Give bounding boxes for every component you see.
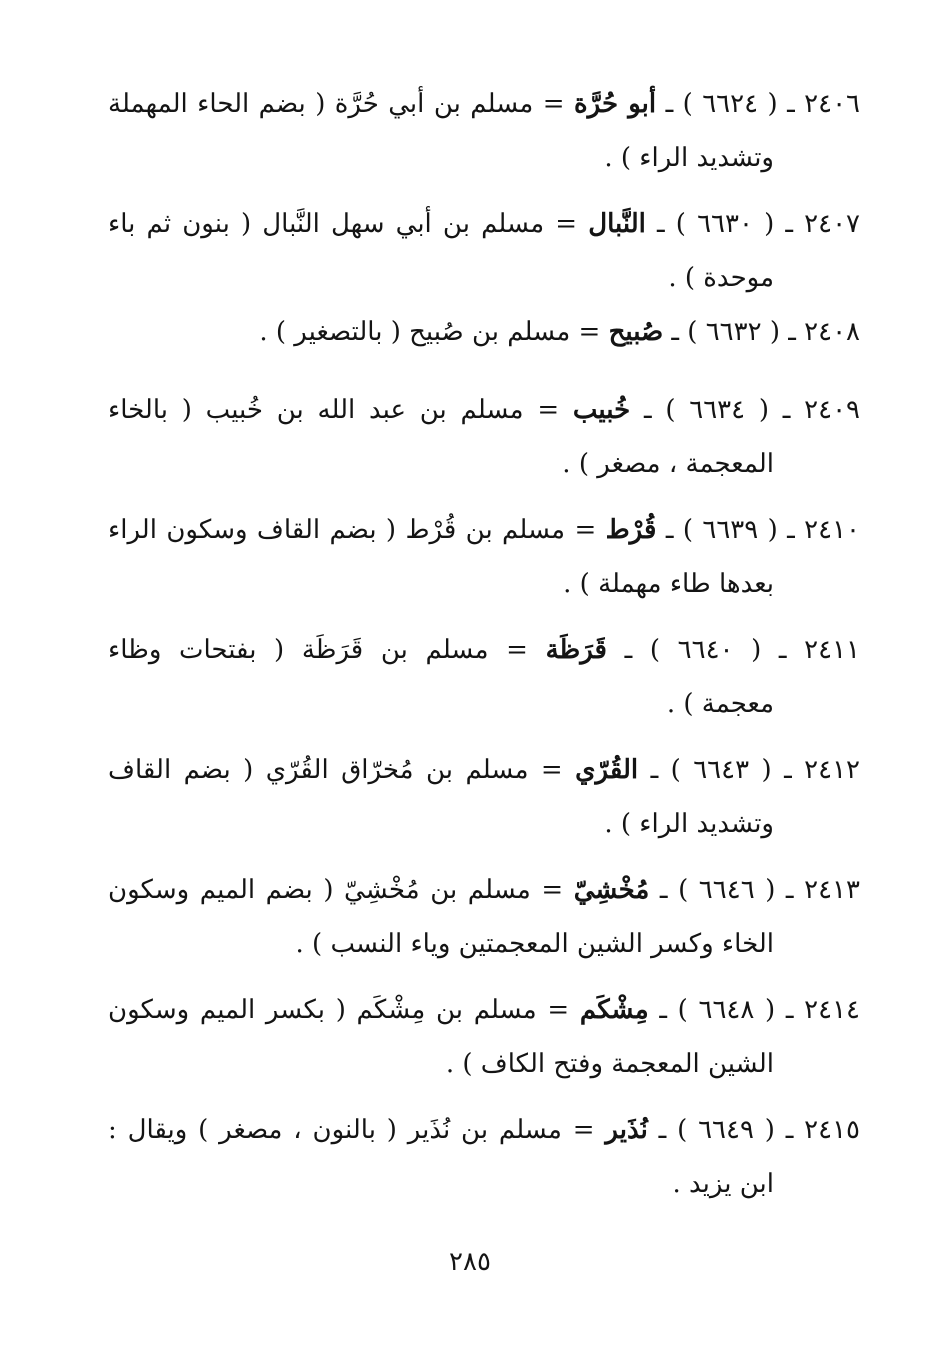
entry-prefix: ٢٤٠٨ ـ ( ٦٦٣٢ ) ـ	[663, 317, 860, 347]
list-item	[108, 504, 860, 624]
entry-prefix: ٢٤١٥ ـ ( ٦٦٤٩ ) ـ	[647, 1115, 861, 1145]
entry-name: مُخْشِيّ	[573, 875, 650, 905]
page-number: ٢٨٥	[449, 1247, 491, 1277]
entry-line-1	[259, 312, 860, 352]
entry-line-1	[108, 390, 860, 430]
entry-line-1	[108, 1110, 860, 1150]
list-item	[108, 864, 860, 984]
entry-prefix: ٢٤٠٦ ـ ( ٦٦٢٤ ) ـ	[656, 89, 861, 119]
entry-text: = مسلم بن أبي سهل النَّبال ( بنون ثم باء	[108, 209, 589, 239]
entry-line-2: وتشديد الراء ) .	[604, 809, 774, 839]
entry-line-2: الشين المعجمة وفتح الكاف ) .	[445, 1049, 774, 1079]
entry-name: نُذَير	[605, 1115, 648, 1145]
list-item	[108, 984, 860, 1104]
entry-text: = مسلم بن نُذَير ( بالنون ، مصغر ) ويقال :	[108, 1115, 606, 1145]
entry-line-1	[108, 204, 860, 244]
entry-prefix: ٢٤٠٧ ـ ( ٦٦٣٠ ) ـ	[645, 209, 860, 239]
entry-prefix: ٢٤١٣ ـ ( ٦٦٤٦ ) ـ	[649, 875, 860, 905]
entry-name: صُبيح	[608, 317, 664, 347]
entry-prefix: ٢٤١٠ ـ ( ٦٦٣٩ ) ـ	[656, 515, 860, 545]
entry-line-1	[108, 750, 860, 790]
entry-text: = مسلم بن قَرَظَة ( بفتحات وظاء	[108, 635, 546, 665]
entry-name: النَّبال	[588, 209, 646, 239]
list-item	[108, 624, 860, 744]
entry-line-1	[108, 510, 860, 550]
entry-text: = مسلم بن أبي حُرَّة ( بضم الحاء المهملة	[108, 89, 574, 119]
entry-name: قُرْط	[605, 515, 657, 545]
entry-name: أبو حُرَّة	[573, 89, 657, 119]
entry-line-1	[108, 84, 860, 124]
entry-text: = مسلم بن مُخْشِيّ ( بضم الميم وسكون	[108, 875, 574, 905]
list-item	[108, 78, 860, 198]
entry-prefix: ٢٤١٢ ـ ( ٦٦٤٣ ) ـ	[638, 755, 860, 785]
entry-prefix: ٢٤١٤ ـ ( ٦٦٤٨ ) ـ	[648, 995, 860, 1025]
list-item	[108, 318, 860, 372]
entry-line-1	[108, 630, 860, 670]
entry-line-2: المعجمة ، مصغر ) .	[562, 449, 774, 479]
list-item	[108, 198, 860, 318]
entry-line-1	[108, 990, 860, 1030]
entry-line-2: موحدة ) .	[668, 263, 774, 293]
entry-text: = مسلم بن قُرْط ( بضم القاف وسكون الراء	[108, 515, 606, 545]
entry-text: = مسلم بن عبد الله بن خُبيب ( بالخاء	[108, 395, 573, 425]
entry-line-1	[108, 870, 860, 910]
entry-line-2: بعدها طاء مهملة ) .	[563, 569, 774, 599]
entry-prefix: ٢٤١١ ـ ( ٦٦٤٠ ) ـ	[607, 635, 860, 665]
entry-text: = مسلم بن صُبيح ( بالتصغير ) .	[259, 317, 609, 347]
entry-name: مِشْكَم	[579, 995, 649, 1025]
entry-line-2: ابن يزيد .	[672, 1169, 774, 1199]
entry-name: القُرّي	[575, 755, 639, 785]
entry-text: = مسلم بن مُخرّاق القُرّي ( بضم القاف	[108, 755, 576, 785]
entry-line-2: الخاء وكسر الشين المعجمتين وياء النسب ) .	[295, 929, 774, 959]
list-item	[108, 744, 860, 864]
list-item	[108, 1104, 860, 1224]
entry-text: = مسلم بن مِشْكَم ( بكسر الميم وسكون	[108, 995, 580, 1025]
entry-line-2: معجمة ) .	[666, 689, 774, 719]
entry-line-2: وتشديد الراء ) .	[604, 143, 774, 173]
entry-prefix: ٢٤٠٩ ـ ( ٦٦٣٤ ) ـ	[630, 395, 860, 425]
entry-name: قَرَظَة	[545, 635, 607, 665]
entry-name: خُبيب	[572, 395, 631, 425]
entries-list	[108, 78, 860, 1224]
list-item	[108, 384, 860, 504]
